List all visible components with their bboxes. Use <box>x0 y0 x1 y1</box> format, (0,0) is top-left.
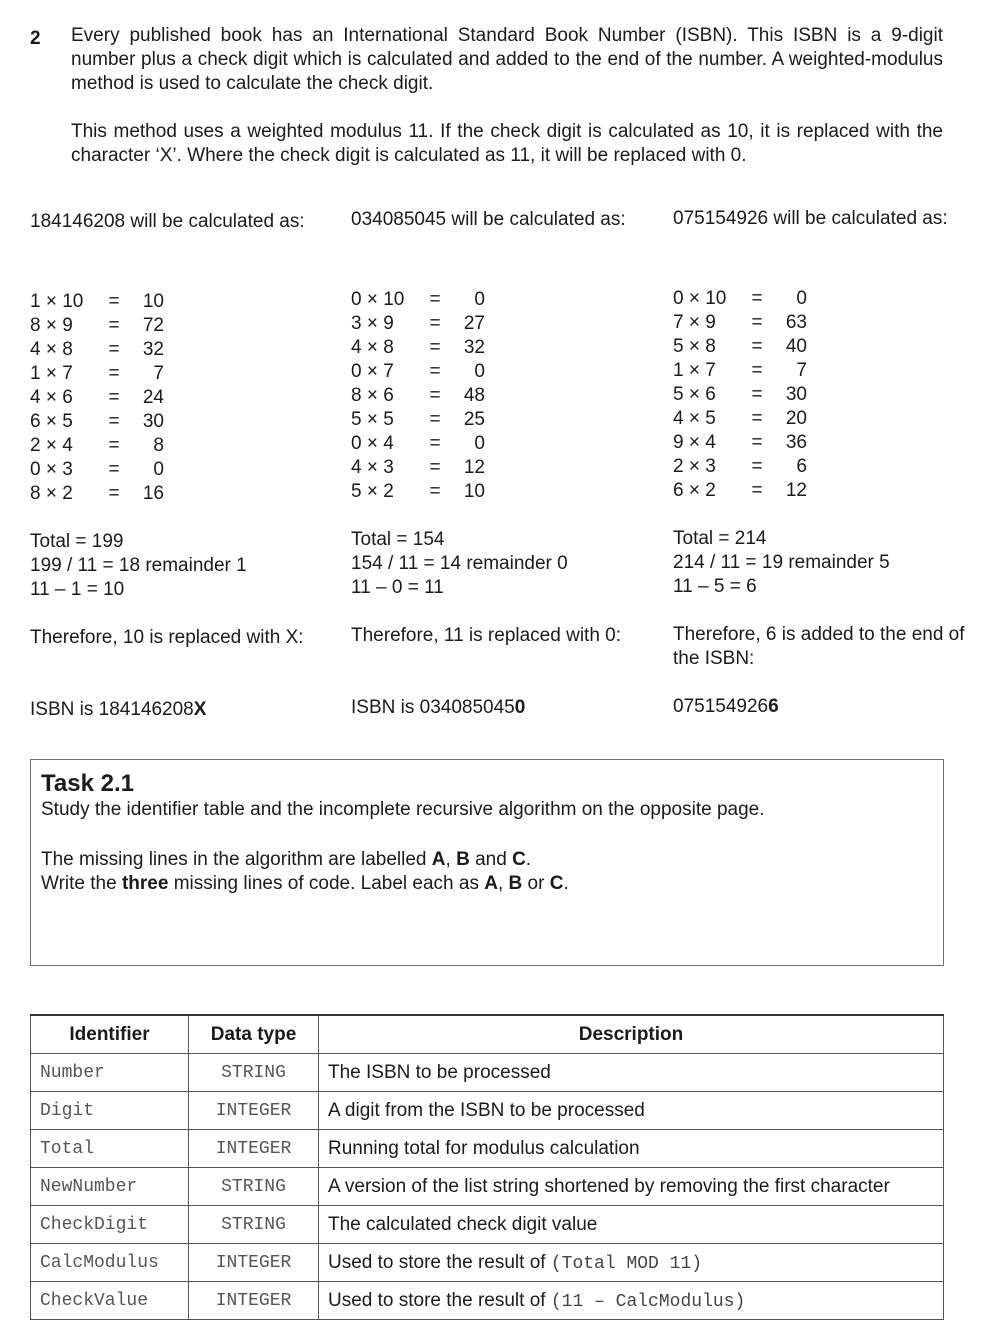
equals-sign: = <box>751 408 763 429</box>
calculation-row <box>30 410 330 434</box>
calculation-row <box>351 408 651 432</box>
equals-sign: = <box>429 433 441 454</box>
product: 63 <box>785 312 807 333</box>
equals-sign: = <box>429 337 441 358</box>
multiplication: 6 × 5 <box>30 411 73 432</box>
calculation-row <box>351 360 651 384</box>
equals-sign: = <box>751 288 763 309</box>
totals-block <box>673 527 973 599</box>
example-heading: 075154926 will be calculated as: <box>673 208 948 229</box>
task-line-3-mid: missing lines of code. Label each as <box>168 873 485 894</box>
therefore-text: Therefore, 11 is replaced with 0: <box>351 625 622 646</box>
calculation-row <box>673 407 973 431</box>
multiplication: 2 × 3 <box>673 456 716 477</box>
calculation-row <box>351 288 651 312</box>
isbn-result <box>351 696 651 720</box>
separator: or <box>522 873 550 894</box>
total-line: Total = 154 <box>351 529 445 550</box>
product: 6 <box>796 456 807 477</box>
calculation-row <box>673 311 973 335</box>
equals-sign: = <box>751 312 763 333</box>
identifier-cell: Digit <box>31 1092 189 1130</box>
equals-sign: = <box>429 457 441 478</box>
table-row <box>31 1054 944 1092</box>
totals-block <box>351 528 651 600</box>
total-line: Total = 199 <box>30 531 124 552</box>
division-line: 154 / 11 = 14 remainder 0 <box>351 553 568 574</box>
header-data-type: Data type <box>189 1015 319 1054</box>
isbn-check-digit: X <box>193 699 207 720</box>
data-type-cell: STRING <box>189 1206 319 1244</box>
multiplication: 7 × 9 <box>673 312 716 333</box>
data-type-cell: INTEGER <box>189 1282 319 1320</box>
description-text: The calculated check digit value <box>328 1213 598 1235</box>
product: 25 <box>463 409 485 430</box>
table-row <box>31 1130 944 1168</box>
calculation-row <box>673 335 973 359</box>
description-text: Used to store the result of <box>328 1251 551 1273</box>
table-body <box>31 1054 944 1320</box>
product: 30 <box>142 411 164 432</box>
table-row <box>31 1092 944 1130</box>
calculation-row <box>30 458 330 482</box>
table-row <box>31 1282 944 1320</box>
table-row <box>31 1206 944 1244</box>
calculation-row <box>30 314 330 338</box>
product: 32 <box>142 339 164 360</box>
description-cell <box>319 1168 944 1206</box>
question-number: 2 <box>30 28 41 49</box>
code-snippet: (11 – CalcModulus) <box>550 1291 746 1312</box>
product: 12 <box>785 480 807 501</box>
calculation-row <box>351 456 651 480</box>
multiplication: 1 × 10 <box>30 291 84 312</box>
isbn-result <box>30 698 330 722</box>
calculation-row <box>351 480 651 504</box>
description-cell <box>319 1244 944 1282</box>
multiplication: 3 × 9 <box>351 313 394 334</box>
calculation-row <box>673 287 973 311</box>
isbn-prefix: ISBN is 034085045 <box>351 697 515 718</box>
equals-sign: = <box>751 336 763 357</box>
product: 0 <box>474 361 485 382</box>
separator: . <box>563 873 569 894</box>
product: 0 <box>474 433 485 454</box>
calculation-row <box>30 290 330 314</box>
equals-sign: = <box>429 313 441 334</box>
multiplication: 6 × 2 <box>673 480 716 501</box>
separator: and <box>469 849 513 870</box>
task-line-3-text: Write the <box>41 873 122 894</box>
table-row <box>31 1168 944 1206</box>
equals-sign: = <box>108 411 120 432</box>
division-line: 199 / 11 = 18 remainder 1 <box>30 555 247 576</box>
identifier-cell: NewNumber <box>31 1168 189 1206</box>
task-line-2-text: The missing lines in the algorithm are labelled <box>41 849 432 870</box>
product: 10 <box>142 291 164 312</box>
label-b: B <box>456 849 470 870</box>
identifier-cell: CheckValue <box>31 1282 189 1320</box>
product: 0 <box>796 288 807 309</box>
multiplication: 8 × 2 <box>30 483 73 504</box>
data-type-cell: INTEGER <box>189 1244 319 1282</box>
equals-sign: = <box>108 315 120 336</box>
identifier-table <box>30 1014 944 1320</box>
task-title: Task 2.1 <box>41 770 134 797</box>
identifier-cell: Number <box>31 1054 189 1092</box>
equals-sign: = <box>429 481 441 502</box>
calculation-row <box>30 386 330 410</box>
description-text: Used to store the result of <box>328 1289 551 1311</box>
task-box <box>30 759 944 966</box>
product: 8 <box>153 435 164 456</box>
therefore-text: Therefore, 10 is replaced with X: <box>30 627 304 648</box>
code-snippet: (Total MOD 11) <box>550 1253 703 1274</box>
calculation-row <box>351 336 651 360</box>
therefore-text: Therefore, 6 is added to the end of the ISBN: <box>673 624 965 669</box>
multiplication: 2 × 4 <box>30 435 73 456</box>
example-heading: 034085045 will be calculated as: <box>351 209 626 230</box>
calculation-row <box>351 432 651 456</box>
equals-sign: = <box>108 291 120 312</box>
multiplication: 8 × 6 <box>351 385 394 406</box>
multiplication: 5 × 2 <box>351 481 394 502</box>
example-column-1 <box>30 210 330 722</box>
calculation-row <box>673 383 973 407</box>
description-text: A version of the list string shortened by removing the first character <box>328 1175 890 1197</box>
equals-sign: = <box>751 456 763 477</box>
multiplication: 0 × 7 <box>351 361 394 382</box>
product: 48 <box>463 385 485 406</box>
data-type-cell: STRING <box>189 1054 319 1092</box>
equals-sign: = <box>108 363 120 384</box>
header-identifier: Identifier <box>31 1015 189 1054</box>
identifier-cell: Total <box>31 1130 189 1168</box>
product: 27 <box>463 313 485 334</box>
product: 12 <box>463 457 485 478</box>
calculation-row <box>30 434 330 458</box>
label-a: A <box>431 849 446 870</box>
subtraction-line: 11 – 1 = 10 <box>30 579 125 600</box>
data-type-cell: INTEGER <box>189 1130 319 1168</box>
multiplication: 9 × 4 <box>673 432 716 453</box>
label-b: B <box>508 873 523 894</box>
description-cell <box>319 1282 944 1320</box>
description-cell <box>319 1054 944 1092</box>
example-column-2 <box>351 208 651 720</box>
table-header-row <box>31 1015 944 1054</box>
division-line: 214 / 11 = 19 remainder 5 <box>673 552 890 573</box>
description-cell <box>319 1092 944 1130</box>
equals-sign: = <box>751 480 763 501</box>
product: 0 <box>474 289 485 310</box>
multiplication: 0 × 3 <box>30 459 73 480</box>
isbn-check-digit: 6 <box>768 696 779 717</box>
multiplication: 4 × 8 <box>351 337 394 358</box>
total-line: Total = 214 <box>673 528 767 549</box>
subtraction-line: 11 – 5 = 6 <box>673 576 757 597</box>
task-line-1: Study the identifier table and the incomplete recursive algorithm on the opposite page. <box>41 799 765 820</box>
description-text: The ISBN to be processed <box>328 1061 551 1083</box>
product: 7 <box>153 363 164 384</box>
product: 20 <box>785 408 807 429</box>
equals-sign: = <box>108 339 120 360</box>
intro-paragraph-1: Every published book has an International Standard Book Number (ISBN). This ISBN is a 9-digit number plus a check digit which is calculated and added to the end of the number. A weighted-modulus method is used to calculate the check digit. <box>71 25 943 94</box>
label-c: C <box>549 873 564 894</box>
multiplication: 5 × 6 <box>673 384 716 405</box>
calculation-row <box>30 482 330 506</box>
multiplication: 4 × 8 <box>30 339 73 360</box>
description-cell <box>319 1206 944 1244</box>
multiplication: 0 × 10 <box>673 288 727 309</box>
totals-block <box>30 530 330 602</box>
equals-sign: = <box>751 432 763 453</box>
separator: , <box>445 849 457 870</box>
isbn-prefix: 075154926 <box>673 696 769 717</box>
equals-sign: = <box>429 289 441 310</box>
calculation-row <box>673 455 973 479</box>
intro-paragraph-2: This method uses a weighted modulus 11. If the check digit is calculated as 10, it is replaced with the character ‘X’. Where the check digit is calculated as 11, it will be replaced with 0. <box>71 121 943 166</box>
emphasis-three: three <box>121 873 169 894</box>
calculation-row <box>673 431 973 455</box>
multiplication: 4 × 3 <box>351 457 394 478</box>
equals-sign: = <box>429 409 441 430</box>
equals-sign: = <box>108 387 120 408</box>
data-type-cell: INTEGER <box>189 1092 319 1130</box>
multiplication: 0 × 4 <box>351 433 394 454</box>
multiplication: 1 × 7 <box>30 363 73 384</box>
equals-sign: = <box>429 385 441 406</box>
description-text: Running total for modulus calculation <box>328 1137 640 1159</box>
multiplication: 4 × 5 <box>673 408 716 429</box>
product: 7 <box>796 360 807 381</box>
multiplication: 8 × 9 <box>30 315 73 336</box>
separator: , <box>497 873 509 894</box>
identifier-cell: CheckDigit <box>31 1206 189 1244</box>
product: 36 <box>785 432 807 453</box>
calculation-row <box>673 359 973 383</box>
multiplication: 4 × 6 <box>30 387 73 408</box>
product: 10 <box>463 481 485 502</box>
equals-sign: = <box>429 361 441 382</box>
example-heading: 184146208 will be calculated as: <box>30 211 305 232</box>
equals-sign: = <box>108 483 120 504</box>
multiplication: 5 × 5 <box>351 409 394 430</box>
identifier-cell: CalcModulus <box>31 1244 189 1282</box>
header-description: Description <box>319 1015 944 1054</box>
equals-sign: = <box>108 459 120 480</box>
calculation-row <box>30 338 330 362</box>
example-column-3 <box>673 207 973 719</box>
multiplication: 1 × 7 <box>673 360 716 381</box>
product: 24 <box>142 387 164 408</box>
equals-sign: = <box>751 360 763 381</box>
calculation-row <box>30 362 330 386</box>
calculation-row <box>673 479 973 503</box>
product: 72 <box>142 315 164 336</box>
calculation-row <box>351 384 651 408</box>
product: 0 <box>153 459 164 480</box>
isbn-prefix: ISBN is 184146208 <box>30 699 194 720</box>
data-type-cell: STRING <box>189 1168 319 1206</box>
calculation-list <box>673 287 973 503</box>
calculation-list <box>30 290 330 506</box>
product: 32 <box>463 337 485 358</box>
product: 40 <box>785 336 807 357</box>
label-a: A <box>484 873 498 894</box>
equals-sign: = <box>751 384 763 405</box>
question-intro <box>71 24 943 168</box>
equals-sign: = <box>108 435 120 456</box>
isbn-result <box>673 695 973 719</box>
calculation-row <box>351 312 651 336</box>
subtraction-line: 11 – 0 = 11 <box>351 577 444 598</box>
multiplication: 5 × 8 <box>673 336 716 357</box>
isbn-check-digit: 0 <box>514 697 526 718</box>
product: 30 <box>785 384 807 405</box>
task-line-3 <box>41 872 933 896</box>
description-cell <box>319 1130 944 1168</box>
separator: . <box>525 849 532 870</box>
description-text: A digit from the ISBN to be processed <box>328 1099 645 1121</box>
product: 16 <box>142 483 164 504</box>
multiplication: 0 × 10 <box>351 289 405 310</box>
task-line-2 <box>41 848 933 872</box>
label-c: C <box>512 849 526 870</box>
calculation-list <box>351 288 651 504</box>
table-row <box>31 1244 944 1282</box>
